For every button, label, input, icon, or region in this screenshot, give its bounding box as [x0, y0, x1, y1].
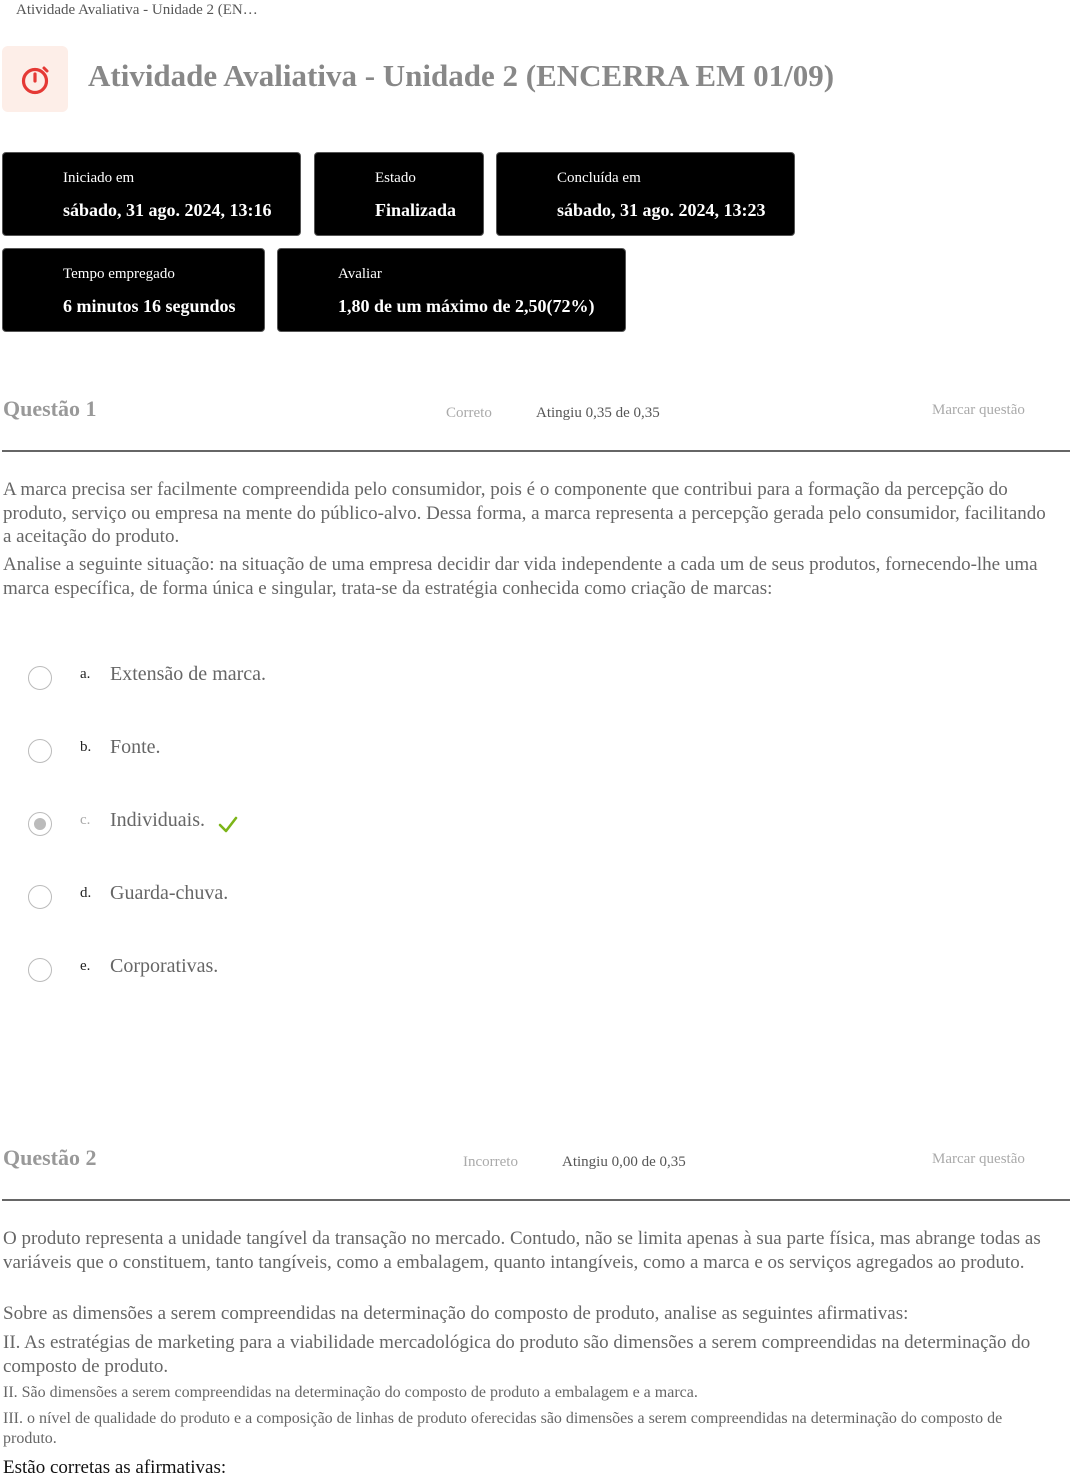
option-letter: c.	[80, 812, 91, 828]
summary-state-card	[314, 152, 484, 236]
stopwatch-icon	[2, 46, 68, 112]
summary-completed-card	[496, 152, 795, 236]
question-2-text-2: Sobre as dimensões a serem compreendidas na determinação do composto de produto, analise as seguintes afirmativas:	[3, 1303, 909, 1324]
question-2-status: Incorreto	[463, 1154, 518, 1170]
answer-option-d[interactable]	[28, 883, 528, 913]
grade-value: 1,80 de um máximo de 2,50(72%)	[338, 296, 595, 316]
summary-started-card	[2, 152, 301, 236]
question-1-text-2: Analise a seguinte situação: na situação de uma empresa decidir dar vida independente a cada um de seus produtos, fornecendo-lhe uma marca específica, de forma única e singular, trata-se da estratégia conhecida como criação de marcas:	[3, 554, 1038, 599]
started-label: Iniciado em	[63, 170, 135, 186]
question-1-grade: Atingiu 0,35 de 0,35	[536, 405, 660, 421]
question-2-text-1: O produto representa a unidade tangível da transação no mercado. Contudo, não se limita apenas à sua parte física, mas abrange todas as variáveis que o constituem, tanto tangíveis, como a embalagem, quanto intangíveis, como a marca e os serviços agregados ao produto.	[3, 1228, 1041, 1273]
option-text: Extensão de marca.	[110, 663, 267, 685]
question-1-flag-link[interactable]: Marcar questão	[932, 402, 1025, 418]
question-2-prompt: Estão corretas as afirmativas:	[3, 1457, 227, 1478]
tab-title: Atividade Avaliativa - Unidade 2 (EN…	[16, 2, 258, 18]
option-text: Individuais.	[110, 809, 205, 831]
option-letter: b.	[80, 739, 92, 755]
question-2-divider	[2, 1199, 1070, 1201]
question-1-title: Questão 1	[3, 396, 97, 421]
summary-grade-card	[277, 248, 626, 332]
question-2-title: Questão 2	[3, 1145, 97, 1170]
radio-b[interactable]	[28, 739, 52, 763]
question-1-divider	[2, 450, 1070, 452]
answer-option-c[interactable]	[28, 810, 528, 840]
state-value: Finalizada	[375, 200, 457, 220]
radio-d[interactable]	[28, 885, 52, 909]
option-text: Corporativas.	[110, 955, 219, 977]
answer-option-e[interactable]	[28, 956, 528, 986]
page-title: Atividade Avaliativa - Unidade 2 (ENCERRA EM 01/09)	[88, 58, 835, 93]
radio-a[interactable]	[28, 666, 52, 690]
question-2-flag-link[interactable]: Marcar questão	[932, 1151, 1025, 1167]
question-1-status: Correto	[446, 405, 492, 421]
radio-c-selected[interactable]	[28, 812, 52, 836]
option-text: Guarda-chuva.	[110, 882, 229, 904]
option-letter: d.	[80, 885, 92, 901]
question-2-statement-2: II. São dimensões a serem compreendidas na determinação do composto de produto a embalagem e a marca.	[3, 1384, 698, 1401]
question-2-statement-3: III. o nível de qualidade do produto e a composição de linhas de produto oferecidas são dimensões a serem compreendidas na determinação do composto de produto.	[3, 1410, 1003, 1447]
started-value: sábado, 31 ago. 2024, 13:16	[63, 200, 272, 220]
check-icon	[218, 810, 238, 843]
state-label: Estado	[375, 170, 416, 186]
completed-label: Concluída em	[557, 170, 641, 186]
time-value: 6 minutos 16 segundos	[63, 296, 236, 316]
question-2-grade: Atingiu 0,00 de 0,35	[562, 1154, 686, 1170]
time-label: Tempo empregado	[63, 266, 175, 282]
completed-value: sábado, 31 ago. 2024, 13:23	[557, 200, 766, 220]
grade-label: Avaliar	[338, 266, 382, 282]
option-letter: a.	[80, 666, 91, 682]
summary-time-card	[2, 248, 265, 332]
option-text: Fonte.	[110, 736, 161, 758]
radio-e[interactable]	[28, 958, 52, 982]
answer-option-a[interactable]	[28, 664, 528, 694]
answer-option-b[interactable]	[28, 737, 528, 767]
option-letter: e.	[80, 958, 91, 974]
question-1-text-1: A marca precisa ser facilmente compreendida pelo consumidor, pois é o componente que contribui para a formação da percepção do produto, serviço ou empresa na mente do público-alvo. Dessa forma, a marca representa a percepção gerada pelo consumidor, facilitando a aceitação do produto.	[3, 479, 1046, 547]
question-2-statement-1: II. As estratégias de marketing para a viabilidade mercadológica do produto são dimensões a serem compreendidas na determinação do composto de produto.	[3, 1332, 1031, 1377]
